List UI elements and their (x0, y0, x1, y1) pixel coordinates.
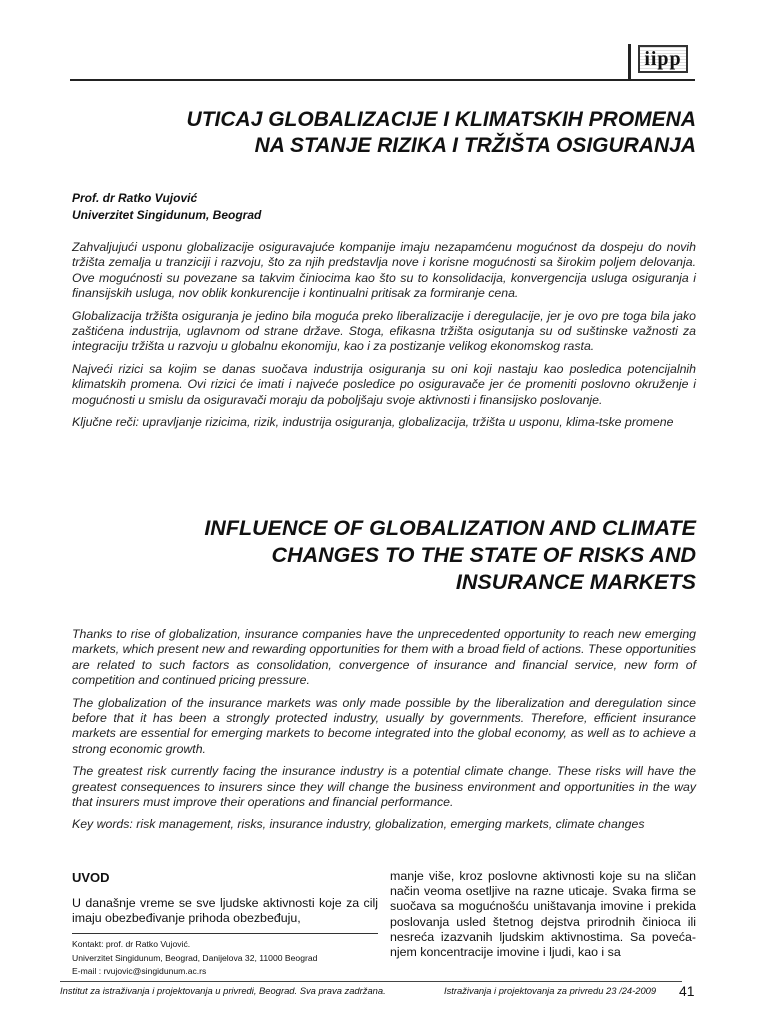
abstract-serbian-paragraph-1: Zahvaljujući usponu globalizacije osiguravajuće kompanije imaju nezapamćenu mogućnost da dospeju do novih tržišta zemalja u tranziciji i razvoju, što za njih predstavlja nove i korisne mogućnosti sa širokim poljem delovanja. Ove mogućnosti su povezane sa takvim činiocima kao što su to konsolidacija, konvergencija usluga osiguranja i finansijskih usluga, nov oblik konkurencije i kontinualni pritisak za formiranje cena. (72, 240, 696, 301)
keywords-english: Key words: risk management, risks, insurance industry, globalization, emerging markets, climate changes (72, 817, 645, 832)
body-text-right: manje više, kroz poslovne aktivnosti koje su na sličan način veoma osetljive na razne uticaje. Svaka firma se suočava sa mogućnošću uništavanja imovine i prekida poslovanja usled štetnog dejstva prirodnih činioca ili nesreća izazvanih ljudskim aktivnostima. Sa poveća-njem koncentracije imovine i ljudi, kao i sa (390, 869, 696, 960)
footnote-email: E-mail : rvujovic@singidunum.ac.rs (72, 966, 207, 976)
header-rule (70, 79, 695, 81)
body-column-right (390, 869, 696, 960)
author-block (72, 190, 261, 224)
abstract-serbian (72, 240, 696, 437)
section-heading-uvod: UVOD (72, 870, 110, 885)
title-serbian-line-2: NA STANJE RIZIKA I TRŽIŠTA OSIGURANJA (254, 134, 696, 157)
footnote (72, 938, 382, 979)
footnote-address: Univerzitet Singidunum, Beograd, Danijelova 32, 11000 Beograd (72, 952, 318, 963)
abstract-english-paragraph-3: The greatest risk currently facing the insurance industry is a potential climate change. These risks will have the greatest consequences to insurers since they will change the business environment and opportunities in the way that insurers must improve their operations and financial performance. (72, 764, 696, 810)
footnote-rule (72, 933, 378, 934)
iipp-logo: iipp (638, 45, 688, 73)
title-serbian-line-1: UTICAJ GLOBALIZACIJE I KLIMATSKIH PROMENA (186, 108, 696, 131)
title-english-line-3: INSURANCE MARKETS (455, 570, 696, 594)
title-serbian (70, 107, 696, 159)
author-affiliation: Univerzitet Singidunum, Beograd (72, 208, 262, 222)
title-english-line-2: CHANGES TO THE STATE OF RISKS AND (271, 543, 696, 567)
body-text-left: U današnje vreme se sve ljudske aktivnosti koje za cilj imaju obezbeđivanje prihoda obezbeđuju, (72, 896, 378, 926)
author-name: Prof. dr Ratko Vujović (72, 191, 198, 205)
keywords-serbian: Ključne reči: upravljanje rizicima, rizik, industrija osiguranja, globalizacija, tržišta u usponu, klima-tske promene (72, 415, 674, 430)
footer-rule (60, 981, 682, 982)
logo-divider (628, 44, 631, 79)
title-english-line-1: INFLUENCE OF GLOBALIZATION AND CLIMATE (204, 516, 696, 540)
footer-journal: Istraživanja i projektovanja za privredu 23 /24-2009 (444, 985, 657, 996)
title-english (70, 515, 696, 596)
abstract-serbian-paragraph-2: Globalizacija tržišta osiguranja je jedino bila moguća preko liberalizacije i deregulacije, jer je ovo pre toga bila jako zaštićena industrija, uglavnom od strane države. Stoga, efikasna tržišta osigutanja su od suštinske važnosti za integraciju tržišta u razvoju u globalnu ekonomiju, kao i za postizanje velikog ekonomskog rasta. (72, 308, 696, 354)
footnote-contact: Kontakt: prof. dr Ratko Vujović. (72, 939, 191, 949)
abstract-english-paragraph-1: Thanks to rise of globalization, insurance companies have the unprecedented opportunity to reach new emerging markets, which present new and rewarding opportunities for them with a broad field of actions. These opportunities are related to such factors as consolidation, convergence of insurance and financial service, new form of competition and continued pricing pressure. (72, 627, 696, 688)
abstract-english (72, 627, 696, 840)
abstract-serbian-paragraph-3: Najveći rizici sa kojim se danas suočava industrija osiguranja su oni koji nastaju kao posledica potencijalnih klimatskih promena. Ovi rizici će imati i najveće posledice po osiguravače jer će promeniti poslovno okruženje i mogućnosti u smislu da osiguravači moraju da poboljšaju svoje aktivnosti i finansijsko poslovanje. (72, 361, 696, 407)
footer-publisher: Institut za istraživanja i projektovanja u privredi, Beograd. Sva prava zadržana. (60, 985, 386, 996)
abstract-english-paragraph-2: The globalization of the insurance markets was only made possible by the liberalization and deregulation since before that it has been a strongly protected industry, usually by governments. Therefore, efficient insurance markets are essential for emerging markets to become integrated into the global economy, as well as to achieve a strong economic growth. (72, 695, 696, 756)
body-column-left (72, 870, 378, 926)
page-number: 41 (679, 983, 695, 999)
